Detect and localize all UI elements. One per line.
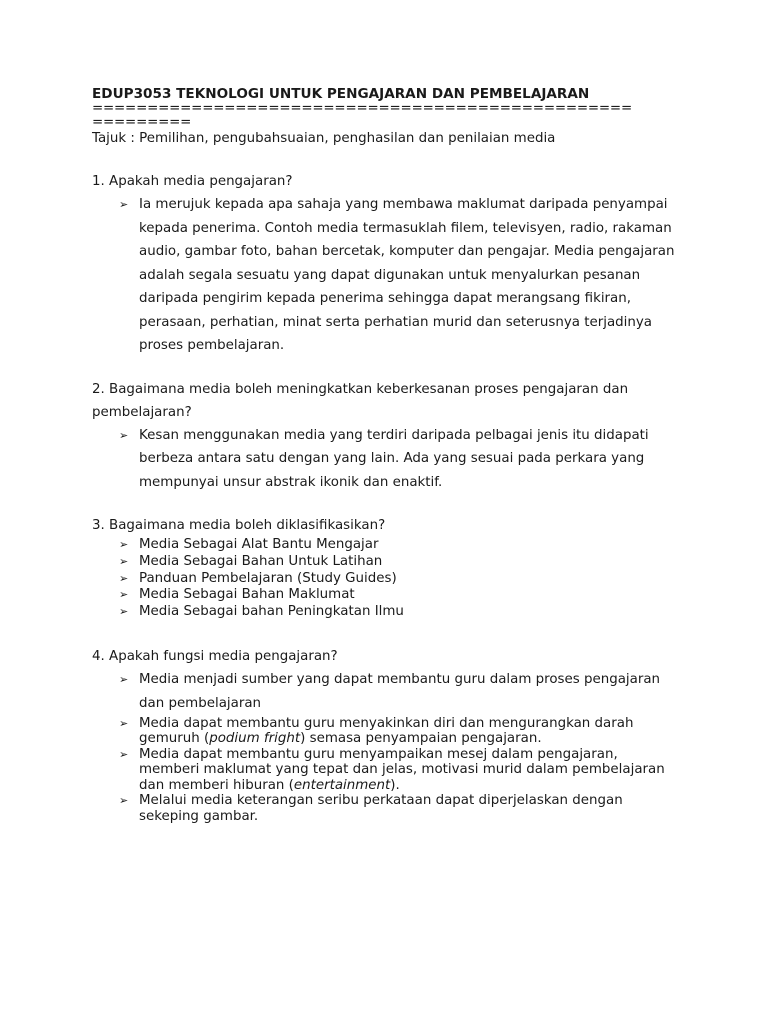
- topic-line: Tajuk : Pemilihan, pengubahsuaian, penghasilan dan penilaian media: [92, 131, 556, 146]
- list-item-text: Media Sebagai Alat Bantu Mengajar: [139, 537, 379, 552]
- section-2: [92, 378, 678, 495]
- answer-list-2: [92, 424, 678, 495]
- separator-rule-2: =========: [92, 116, 192, 130]
- arrowhead-bullet-icon: ➢: [119, 672, 129, 686]
- list-item: [119, 554, 678, 571]
- italic-term: entertainment: [293, 777, 391, 793]
- text-run: ).: [390, 777, 400, 793]
- arrowhead-bullet-icon: ➢: [119, 554, 129, 568]
- list-item-text: Ia merujuk kepada apa sahaja yang membawa maklumat daripada penyampai kepada penerima. Contoh media termasuklah filem, televisyen, radio, rakaman audio, gambar foto, bahan bercetak, komputer dan pengajar. Media pengajaran adalah segala sesuatu yang dapat digunakan untuk menyalurkan pesanan daripada pengirim kepada penerima sehingga dapat merangsang fikiran, perasaan, perhatian, minat serta perhatian murid dan seterusnya terjadinya proses pembelajaran.: [139, 197, 675, 353]
- list-item: [119, 193, 678, 358]
- section-1: [92, 170, 678, 358]
- answer-list-4: [92, 668, 678, 825]
- text-run: Media dapat membantu guru menyakinkan diri dan mengurangkan darah gemuruh (: [139, 715, 634, 747]
- arrowhead-bullet-icon: ➢: [119, 605, 129, 619]
- list-item-text: Kesan menggunakan media yang terdiri daripada pelbagai jenis itu didapati berbeza antara satu dengan yang lain. Ada yang sesuai pada perkara yang mempunyai unsur abstrak ikonik dan enaktif.: [139, 427, 649, 490]
- arrowhead-bullet-icon: ➢: [119, 716, 129, 730]
- arrowhead-bullet-icon: ➢: [119, 747, 129, 761]
- list-item: [119, 587, 678, 604]
- list-item: [119, 716, 678, 747]
- list-item-text: Media Sebagai Bahan Untuk Latihan: [139, 553, 383, 569]
- arrowhead-bullet-icon: ➢: [119, 428, 129, 442]
- arrowhead-bullet-icon: ➢: [119, 198, 129, 211]
- answer-list-3: [92, 537, 678, 621]
- section-3: [92, 514, 678, 621]
- document-title: EDUP3053 TEKNOLOGI UNTUK PENGAJARAN DAN PEMBELAJARAN: [92, 86, 590, 102]
- list-item-text: Media Sebagai bahan Peningkatan Ilmu: [139, 604, 404, 620]
- arrowhead-bullet-icon: ➢: [119, 794, 129, 808]
- list-item: [119, 424, 678, 495]
- arrowhead-bullet-icon: ➢: [119, 571, 129, 585]
- arrowhead-bullet-icon: ➢: [119, 588, 129, 602]
- answer-list-1: [92, 193, 678, 358]
- list-item: [119, 537, 678, 554]
- question-1: 1. Apakah media pengajaran?: [92, 174, 293, 189]
- list-item-text: Panduan Pembelajaran (Study Guides): [139, 570, 397, 586]
- list-item-text: [139, 747, 665, 793]
- question-4: 4. Apakah fungsi media pengajaran?: [92, 648, 338, 664]
- list-item: [119, 668, 678, 716]
- arrowhead-bullet-icon: ➢: [119, 538, 129, 551]
- list-item-text: Media menjadi sumber yang dapat membantu guru dalam proses pengajaran dan pembelajaran: [139, 671, 661, 711]
- list-item: [119, 604, 678, 621]
- text-run: ) semasa penyampaian pengajaran.: [300, 731, 542, 747]
- list-item-text: [139, 716, 633, 747]
- separator-rule-1: =================================================: [92, 102, 632, 116]
- list-item-text: Media Sebagai Bahan Maklumat: [139, 587, 355, 603]
- italic-term: podium fright: [209, 731, 301, 747]
- question-2: 2. Bagaimana media boleh meningkatkan keberkesanan proses pengajaran dan pembelajaran?: [92, 381, 629, 420]
- list-item: [119, 793, 678, 824]
- list-item: [119, 747, 678, 794]
- text-run: Media dapat membantu guru menyampaikan mesej dalam pengajaran, memberi maklumat yang tepat dan jelas, motivasi murid dalam pembelajaran dan memberi hiburan (: [139, 746, 665, 793]
- list-item-text: Melalui media keterangan seribu perkataan dapat diperjelaskan dengan sekeping gambar.: [139, 793, 623, 824]
- question-3: 3. Bagaimana media boleh diklasifikasikan?: [92, 518, 386, 533]
- list-item: [119, 571, 678, 588]
- section-4: [92, 645, 678, 825]
